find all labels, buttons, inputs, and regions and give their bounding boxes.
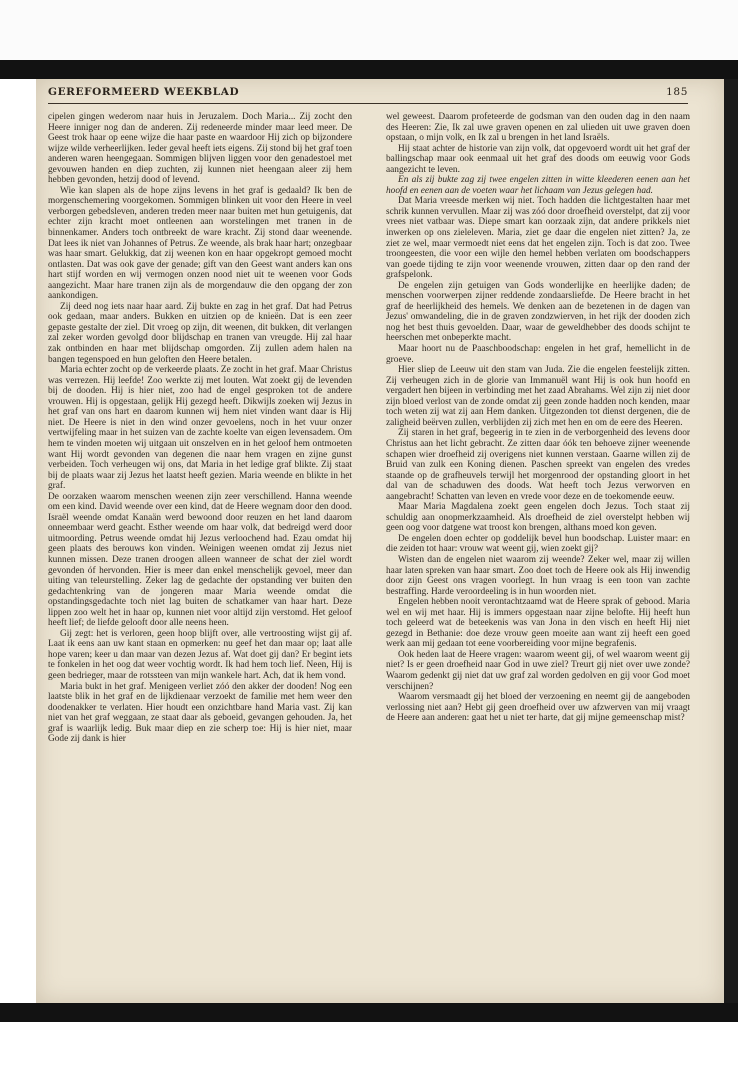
paragraph: Dat Maria vreesde merken wij niet. Toch hadden die lichtgestalten haar met schrik kunnen vervullen. Maar zij was zóó door droefheid overstelpt, dat zij voor vrees niet vatbaar was. Diepe smart kan oorzaak zijn, dat andere prikkels niet inwerken op ons zieleleven. Maria, ziet ge daar die engelen niet zitten? Ja, ze ziet ze wel, maar vermoedt niet eens dat het engelen zijn. Toch is dat zoo. Twee troongeesten, die voor een wijle den hemel hebben verlaten om boodschappers van goede tijding te zijn voor weenende vrouwen, zitten daar op den rand der grafspelonk. bbox=[386, 196, 690, 281]
paragraph: Engelen hebben nooit verontachtzaamd wat de Heere sprak of gebood. Maria wel en wij met haar. Hij is immers opgestaan naar zijne belofte. Hij heeft hun toch geleerd wat de beteekenis was van Jona in den visch en heeft Hij niet gezegd in Bethanie: doe deze vrouw geen moeite aan want zij heeft een goed werk aan mij gedaan tot eene voorbereiding voor mijne begrafenis. bbox=[386, 597, 690, 650]
page-number: 185 bbox=[666, 86, 688, 98]
scan-border-bottom bbox=[0, 1003, 738, 1022]
scan-margin-left bbox=[0, 79, 36, 1003]
paragraph: Zij staren in het graf, begeerig in te zien in de verborgenheid des levens door Christus aan het licht gebracht. Ze zitten daar óók ten behoeve zijner weenende schapen wier droefheid zij overigens niet kunnen verstaan. Gaarne willen zij de Bruid van zulk een Koning dienen. Paschen spreekt van engelen des vredes staande op de grafheuvels terwijl het morgenrood der opstanding gloort in het dal van de schaduwen des doods. Wat heeft toch Jezus verworven en aangebracht! Schatten van leven en vrede voor deze en de toekomende eeuw. bbox=[386, 428, 690, 502]
paragraph: Ook heden laat de Heere vragen: waarom weent gij, of wel waarom weent gij niet? Is er geen droefheid naar God in uwe ziel? Treurt gij niet over uwe zonde? Waarom gedenkt gij niet dat uw graf zal worden gedolven en gij voor God moet verschijnen? bbox=[386, 649, 690, 692]
header-rule bbox=[48, 103, 688, 104]
paragraph: De engelen zijn getuigen van Gods wonderlijke en heerlijke daden; de menschen voorwerpen zijner reddende zondaarsliefde. De Heere bracht in het graf de heerlijkheid des hemels. We denken aan de bezetenen in de dagen van Jezus' omwandeling, die in de graven zondzwierven, in het rijk der dooden zich nog het best thuis gevoelden. Daar, waar de geweldhebber des doods schijnt te heerschen met onbeperkte macht. bbox=[386, 280, 690, 344]
paragraph: Zij deed nog iets naar haar aard. Zij bukte en zag in het graf. Dat had Petrus ook gedaan, maar anders. Bukken en uitzien op de knieën. Dat is een zeer gepaste gestalte der ziel. Dit vroeg op zijn, dit weenen, dit bukken, dit verlangen zal zeker worden gevolgd door blijdschap en tranen van vreugde. Hij zal haar zak ontbinden en haar met blijdschap omgorden. Zij zullen adem halen na bangen tegenspoed en hun geloften den Heere betalen. bbox=[48, 301, 352, 365]
paragraph: Wisten dan de engelen niet waarom zij weende? Zeker wel, maar zij willen haar laten spreken van haar smart. Zoo doet toch de Heere ook als Hij inwendig door zijn Geest ons vragen voorlegt. In hun vraag is een toon van zachte bestraffing. Harde veroordeeling is in hun woorden niet. bbox=[386, 554, 690, 597]
paragraph: Maar hoort nu de Paaschboodschap: engelen in het graf, hemellicht in de groeve. bbox=[386, 344, 690, 365]
paragraph: Maar Maria Magdalena zoekt geen engelen doch Jezus. Toch staat zij schuldig aan onopmerkzaamheid. Als droefheid de ziel overstelpt hebben wij geen oog voor datgene wat troost kon brengen, althans moed kon geven. bbox=[386, 502, 690, 534]
right-column bbox=[386, 112, 690, 992]
scan-border-right bbox=[724, 79, 738, 1003]
paragraph: Maria echter zocht op de verkeerde plaats. Ze zocht in het graf. Maar Christus was verrezen. Hij leefde! Zoo werkte zij met louten. Wat zoekt gij de levenden bij de dooden. Hij is hier niet, zoo had de engel gesproken tot de andere vrouwen. Hij is opgestaan, gelijk Hij gezegd heeft. Dikwijls zoeken wij Jezus in het graf van ons hart en daarom kunnen wij hem niet vinden want daar is Hij niet. De Heere is niet in den wind onzer gevoelens, noch in het vuur onzer vertwijfeling maar in het suizen van de zachte koelte van eigen levensadem. Om hem te vinden moeten wij uitgaan uit onszelven en in het geloof hem ontmoeten want Hij wordt gevonden van degenen die naar hem vragen en zijne gunst verbeiden. Toch verheugen wij ons, dat Maria in het ledige graf blikte. Zij staat bij de plaats waar zij Jezus het laatst heeft gezien. Maria weende en blikte in het graf. bbox=[48, 365, 352, 492]
paragraph: Gij zegt: het is verloren, geen hoop blijft over, alle vertroosting wijst gij af. Laat ik eens aan uw kant staan en opmerken: nu geef het dan maar op; laat alle hope varen; keer u dan maar van dezen Jezus af. Wat doet gij dan? Er begint iets te fonkelen in het oog dat weer vochtig wordt. Ik had hem toch lief. Neen, Hij is geen bedrieger, maar de rotssteen van mijn wankele hart. Ach, dat ik hem vond. bbox=[48, 628, 352, 681]
paragraph: De engelen doen echter op goddelijk bevel hun boodschap. Luister maar: en die zeiden tot haar: vrouw wat weent gij, wien zoekt gij? bbox=[386, 533, 690, 555]
publication-title: GEREFORMEERD WEEKBLAD bbox=[48, 86, 240, 98]
paragraph: Waarom versmaadt gij het bloed der verzoening en neemt gij de aangeboden verlossing niet aan? Hebt gij geen droefheid over uw afzwerven van mij vraagt de Heere aan anderen: gaat het u niet ter harte, dat gij mijne gemeenschap mist? bbox=[386, 692, 690, 724]
paragraph: Wie kan slapen als de hope zijns levens in het graf is gedaald? Ik ben de morgenschemering voorgekomen. Sommigen blinken uit voor den Heere in veel verborgen gebedsleven, anderen treden meer naar buiten met hun getuigenis, dat echter zijn kracht moet ontleenen aan worstelingen met tranen in de binnenkamer. Anders toch ontbreekt de ware kracht. Zij stond daar weenende. Dat lees ik niet van Johannes of Petrus. Ze weende, als brak haar hart; onzegbaar was haar smart. Gelukkig, dat zij weenen kon en haar opgekropt gemoed mocht ontlasten. Dat was ook gave der genade; gift van den Geest want anders kan ons hart stijf worden en wij vermogen onzen nood niet uit te weenen voor Gods aangezicht. Maar hare tranen zijn als de morgendauw die den opgang der zon aankondigen. bbox=[48, 185, 352, 302]
scripture-quote: En als zij bukte zag zij twee engelen zitten in witte kleederen eenen aan het hoofd en eenen aan de voeten waar het lichaam van Jezus gelegen had. bbox=[386, 175, 690, 196]
paragraph: cipelen gingen wederom naar huis in Jeruzalem. Doch Maria... Zij zocht den Heere inniger nog dan de anderen. Zij redeneerde minder maar leed meer. De Geest trok haar op eene wijze die haar paste en waardoor Hij zich op bijzondere wijze wilde verheerlijken. Ieder geval heeft iets eigens. Zij stond bij het graf toen anderen waren heengegaan. Sommigen blijven liggen voor den genadestoel met gevouwen handen en diep zuchten, zij kunnen niet heengaan aleer zij hem hebben gevonden, hetzij dood of levend. bbox=[48, 112, 352, 186]
running-header bbox=[48, 84, 688, 102]
left-column bbox=[48, 112, 352, 992]
scan-border-top bbox=[0, 60, 738, 79]
paragraph: wel geweest. Daarom profeteerde de godsman van den ouden dag in den naam des Heeren: Zie, Ik zal uwe graven openen en zal ulieden uit uwe graven doen opstaan, o mijn volk, en Ik zal u brengen in het land Israëls. bbox=[386, 112, 690, 144]
paragraph: De oorzaken waarom menschen weenen zijn zeer verschillend. Hanna weende om een kind. David weende over een kind, dat de Heere wegnam door den dood. Israël weende omdat Kanaän werd bewoond door reuzen en het land daarom onneembaar werd geacht. Esther weende om haar volk, dat bedreigd werd door uitmoording. Petrus weende omdat hij Jezus verloochend had. Ezau omdat hij geen plaats des berouws kon vinden. Weinigen weenen omdat zij Jezus niet kunnen missen. Deze tranen droogen alleen wanneer de schat der ziel wordt gevonden óf hervonden. Hier is meer dan enkel menschelijk gevoel, meer dan uiting van teleurstelling. Zeker lag de gedachte der opstanding ver buiten den gedachtenkring van de jongeren maar Maria weende omdat die opstandingsgedachte toch niet lag buiten de schatkamer van haar hart. Deze lippen zoo welt het in haar op, kunnen niet voor altijd zijn verstomd. Het geloof heeft lief; de liefde gelooft door alle neens heen. bbox=[48, 491, 352, 629]
paragraph: Hij staat achter de historie van zijn volk, dat opgevoerd wordt uit het graf der ballingschap maar ook eenmaal uit het graf des doods om eeuwig voor Gods aangezicht te leven. bbox=[386, 143, 690, 175]
scan-margin-top bbox=[0, 0, 738, 60]
paragraph: Maria bukt in het graf. Menigeen verliet zóó den akker der dooden! Nog een laatste blik in het graf en de lijkdienaar verzoekt de familie met hem weer den doodenakker te verlaten. Hier houdt een onzichtbare hand Maria vast. Zij kan niet van het graf weggaan, ze staat daar als geboeid, gevangen gehouden. Ja, het graf is waarlijk ledig. Buk maar diep en zie scherp toe: Hij is hier niet, maar Gode zij dank is hier bbox=[48, 681, 352, 745]
paragraph: Hier sliep de Leeuw uit den stam van Juda. Zie die engelen feestelijk zitten. Zij verheugen zich in de glorie van Immanuël want Hij is ook hun hoofd en vergadert hen bijeen in verbinding met het zaad Abrahams. Wel zijn zij niet door zijn bloed verlost van de zonde omdat zij geen zonde hadden noch kenden, maar toch weten zij wat zij aan Hem danken. Uitgezonden tot dienst dergenen, die de zaligheid beërven zullen, verblijden zij zich met hen en om de eere des Heeren. bbox=[386, 365, 690, 428]
